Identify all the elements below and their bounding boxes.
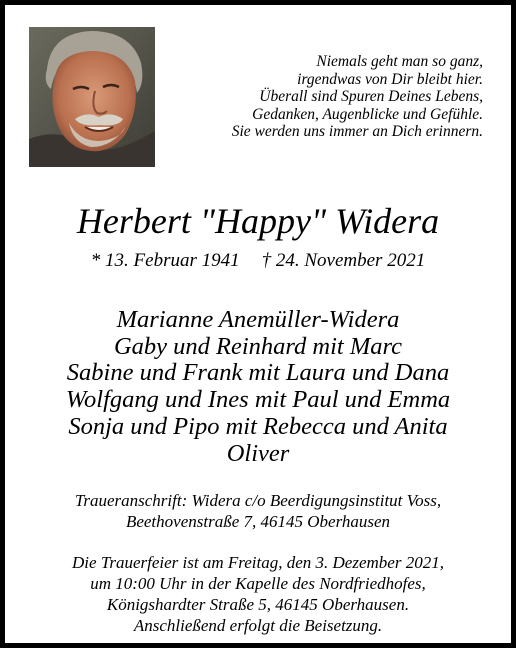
poem-line: Sie werden uns immer an Dich erinnern. xyxy=(231,123,483,141)
poem-line: irgendwas von Dir bleibt hier. xyxy=(297,70,483,88)
mourner-line: Sabine und Frank mit Laura und Dana xyxy=(66,359,450,387)
service-line: Die Trauerfeier ist am Freitag, den 3. Dezember 2021, xyxy=(72,553,444,572)
life-dates xyxy=(5,250,511,272)
portrait-photo xyxy=(29,27,155,167)
service-line: Königshardter Straße 5, 46145 Oberhausen. xyxy=(106,595,410,614)
mourner-line: Oliver xyxy=(226,439,290,467)
service-line: Anschließend erfolgt die Beisetzung. xyxy=(133,616,383,635)
address-line: Traueranschrift: Widera c/o Beerdigungsinstitut Voss, xyxy=(74,491,442,510)
poem xyxy=(163,53,483,141)
mourner-line: Marianne Anemüller-Widera xyxy=(116,306,400,333)
death-date: † 24. November 2021 xyxy=(261,250,426,271)
mourners-list xyxy=(5,307,511,467)
service-line: um 10:00 Uhr in der Kapelle des Nordfriedhofes, xyxy=(90,574,426,593)
address-line: Beethovenstraße 7, 46145 Oberhausen xyxy=(125,512,391,531)
funeral-service-info xyxy=(5,552,511,636)
poem-line: Gedanken, Augenblicke und Gefühle. xyxy=(252,105,483,123)
birth-date: * 13. Februar 1941 xyxy=(90,250,240,271)
poem-line: Überall sind Spuren Deines Lebens, xyxy=(259,88,483,106)
portrait-image xyxy=(29,27,155,167)
mourner-line: Sonja und Pipo mit Rebecca und Anita xyxy=(68,412,448,440)
mourner-line: Wolfgang und Ines mit Paul und Emma xyxy=(65,386,451,414)
poem-line: Niemals geht man so ganz, xyxy=(316,53,483,70)
mourning-address xyxy=(5,490,511,532)
deceased-name: Herbert "Happy" Widera xyxy=(76,201,440,241)
mourner-line: Gaby und Reinhard mit Marc xyxy=(113,332,403,360)
